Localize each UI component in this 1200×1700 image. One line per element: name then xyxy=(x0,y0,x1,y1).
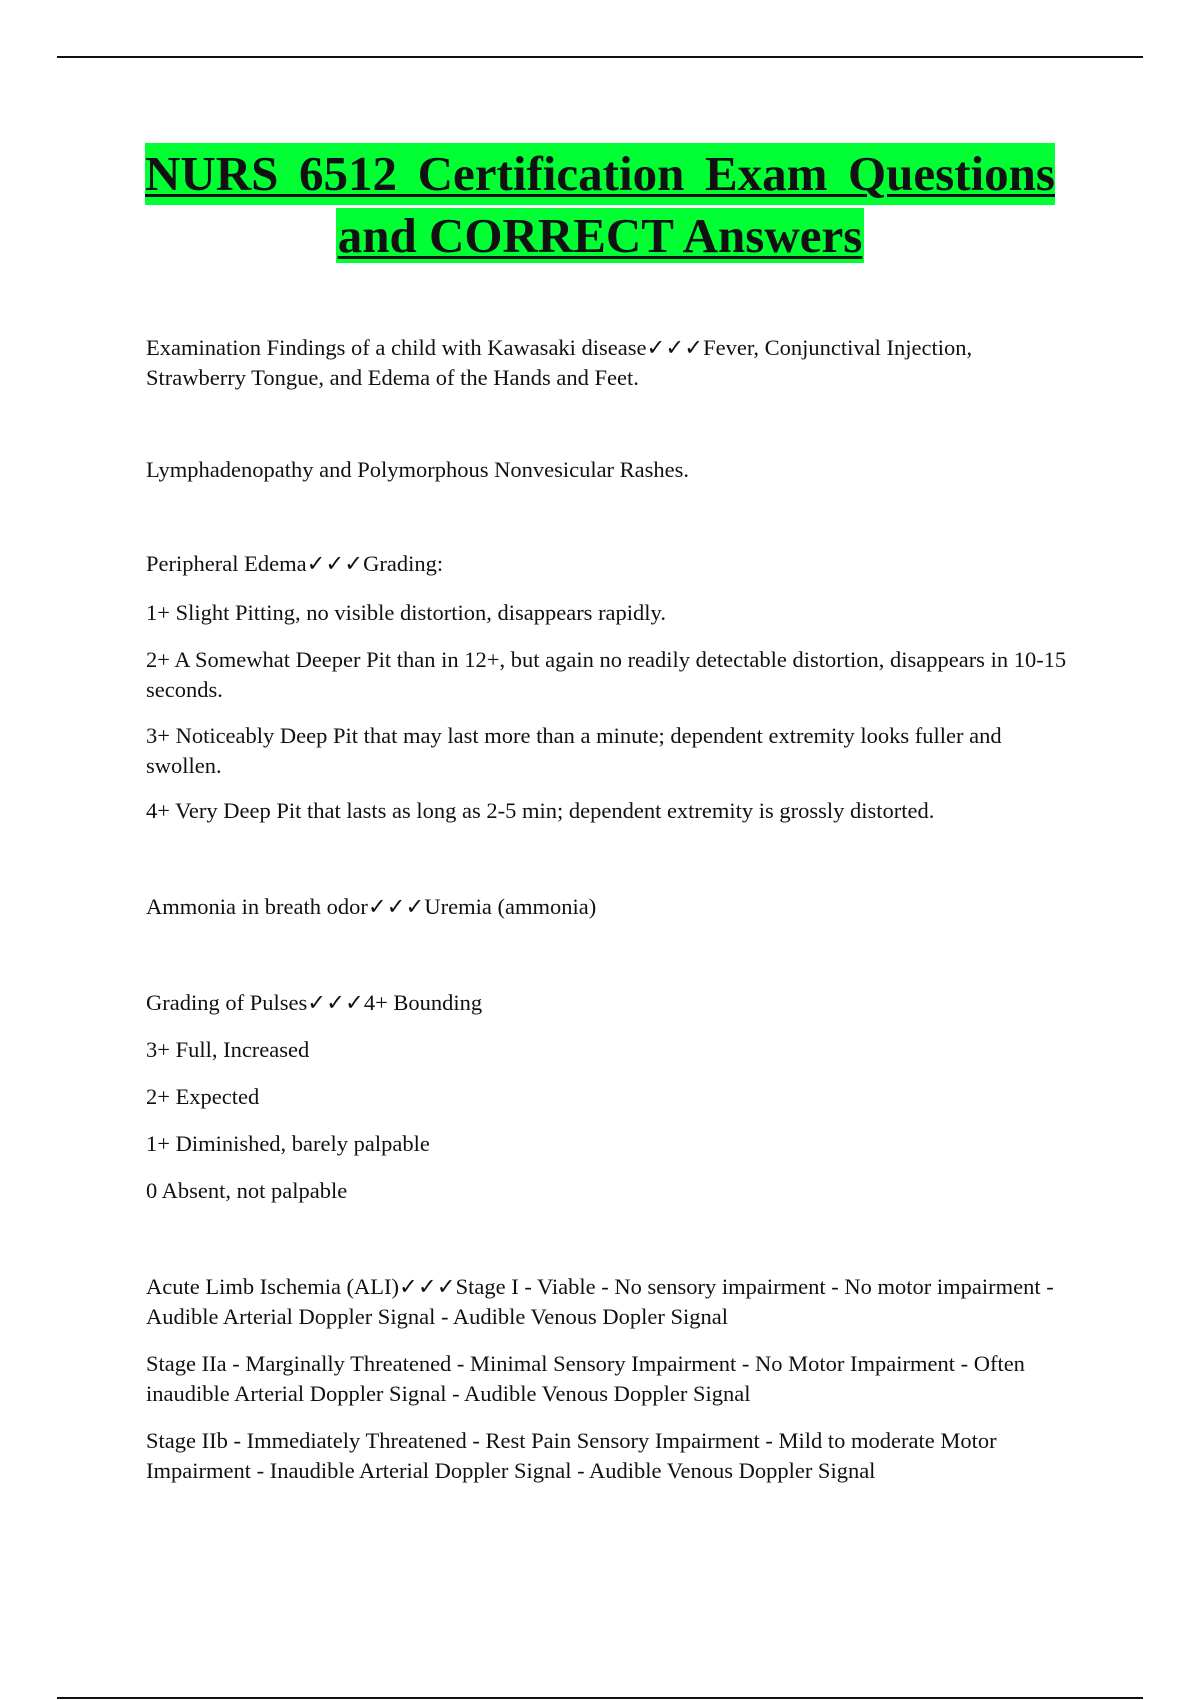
title-line-2: and CORRECT Answers xyxy=(337,208,863,263)
check-marks: ✓✓✓ xyxy=(399,1274,456,1299)
qa-pulses xyxy=(146,988,1071,1018)
bottom-divider xyxy=(57,1697,1143,1699)
edema-grade-3: 3+ Noticeably Deep Pit that may last more than a minute; dependent extremity looks fuller and swollen. xyxy=(146,723,1002,778)
pulse-grade-0: 0 Absent, not palpable xyxy=(146,1178,348,1203)
check-marks: ✓✓✓ xyxy=(306,551,364,576)
answer-text: Stage I - Viable - No sensory impairment - No motor impairment - Audible Arterial Doppler Signal - Audible Venous Dopler Signal xyxy=(146,1274,1054,1329)
edema-grade-2: 2+ A Somewhat Deeper Pit than in 12+, but again no readily detectable distortion, disappears in 10-15 seconds. xyxy=(146,647,1067,702)
ali-stage-2a: Stage IIa - Marginally Threatened - Minimal Sensory Impairment - No Motor Impairment - Often inaudible Arterial Doppler Signal - Audible Venous Doppler Signal xyxy=(146,1351,1025,1406)
check-marks: ✓✓✓ xyxy=(646,335,704,360)
pulse-grade-2: 2+ Expected xyxy=(146,1084,260,1109)
question-text: Ammonia in breath odor xyxy=(146,894,368,919)
question-text: Grading of Pulses xyxy=(146,990,308,1015)
answer-text: Grading: xyxy=(363,551,444,576)
qa-peripheral-edema xyxy=(146,549,1071,579)
qa-acute-limb-ischemia xyxy=(146,1272,1071,1332)
edema-grade-1: 1+ Slight Pitting, no visible distortion, disappears rapidly. xyxy=(146,600,666,625)
question-text: Acute Limb Ischemia (ALI) xyxy=(146,1274,400,1299)
ali-stage-2b: Stage IIb - Immediately Threatened - Rest Pain Sensory Impairment - Mild to moderate Motor Impairment - Inaudible Arterial Doppler Signal - Audible Venous Doppler Signal xyxy=(146,1428,997,1483)
answer-text: Uremia (ammonia) xyxy=(424,894,597,919)
top-divider xyxy=(57,56,1143,58)
qa-kawasaki xyxy=(146,333,1071,393)
page-title xyxy=(145,143,1055,267)
answer-text: Fever, Conjunctival Injection, Strawberry Tongue, and Edema of the Hands and Feet. xyxy=(146,335,973,390)
qa-ammonia xyxy=(146,892,1071,922)
question-text: Peripheral Edema xyxy=(146,551,307,576)
question-text: Examination Findings of a child with Kawasaki disease xyxy=(146,335,647,360)
qa-kawasaki-continued: Lymphadenopathy and Polymorphous Nonvesicular Rashes. xyxy=(146,457,690,482)
check-marks: ✓✓✓ xyxy=(367,894,425,919)
title-line-1: NURS 6512 Certification Exam Questions xyxy=(145,143,1055,205)
edema-grade-4: 4+ Very Deep Pit that lasts as long as 2-5 min; dependent extremity is grossly distorted. xyxy=(146,798,935,823)
answer-text: 4+ Bounding xyxy=(363,990,483,1015)
pulse-grade-1: 1+ Diminished, barely palpable xyxy=(146,1131,430,1156)
pulse-grade-3: 3+ Full, Increased xyxy=(146,1037,310,1062)
check-marks: ✓✓✓ xyxy=(307,990,364,1015)
